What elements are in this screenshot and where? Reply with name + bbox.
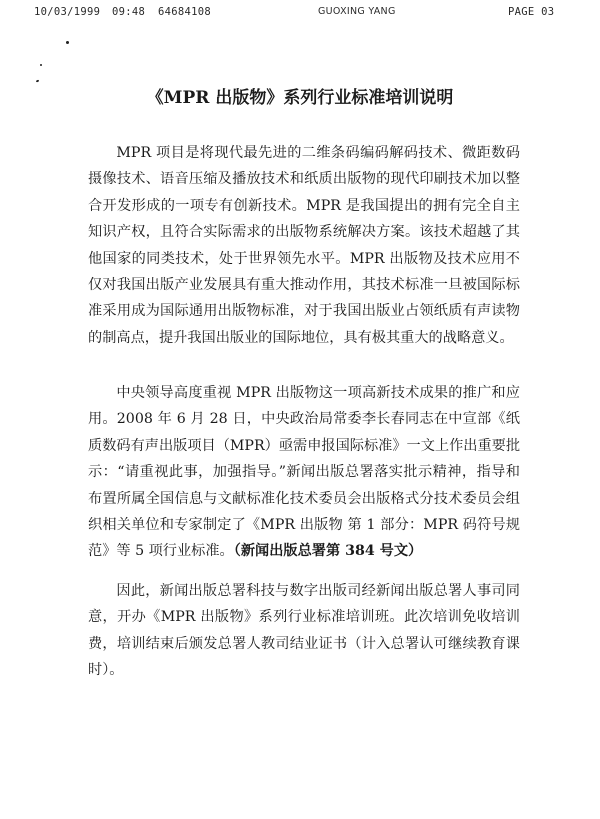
paragraph-leadership-instruction (88, 380, 520, 565)
scan-speck (40, 64, 42, 66)
fax-header (0, 6, 600, 22)
paragraph-training-notice (88, 578, 520, 684)
paragraph-text: 中央领导高度重视 MPR 出版物这一项高新技术成果的推广和应用。2008 年 6 月 28 日，中央政治局常委李长春同志在中宣部《纸质数码有声出版项目（MPR）亟需申报国际标准》一文上作出重要批示：“请重视此事，加强指导。”新闻出版总署落实批示精神，指导和布置所属全国信息与文献标准化技术委员会出版格式分技术委员会组织相关单位和专家制定了《MPR 出版物 第 1 部分：MPR 码符号规范》等 5 项行业标准。 (88, 385, 521, 560)
fax-number: 64684108 (158, 6, 211, 18)
paragraph-text: MPR 项目是将现代最先进的二维条码编码解码技术、微距数码摄像技术、语音压缩及播放技术和纸质出版物的现代印刷技术加以整合开发形成的一项专有创新技术。MPR 是我国提出的拥有完全自主知识产权，且符合实际需求的出版物系统解决方案。该技术超越了其他国家的同类技术，处于世界领先水平。MPR 出版物及技术应用不仅对我国出版产业发展具有重大推动作用，其技术标准一旦被国际标准采用成为国际通用出版物标准，对于我国出版业占领纸质有声读物的制高点，提升我国出版业的国际地位，具有极其重大的战略意义。 (88, 145, 520, 346)
fax-page-number: PAGE 03 (508, 6, 555, 18)
scan-speck (66, 41, 69, 44)
fax-time: 09:48 (112, 6, 146, 18)
document-title: 《MPR 出版物》系列行业标准培训说明 (146, 88, 454, 108)
paragraph-mpr-overview (88, 140, 520, 351)
fax-sender: GUOXING YANG (318, 6, 396, 17)
paragraph-text: 因此，新闻出版总署科技与数字出版司经新闻出版总署人事司同意，开办《MPR 出版物》系列行业标准培训班。此次培训免收培训费，培训结束后颁发总署人教司结业证书（计入总署认可继续教育课时）。 (88, 583, 520, 679)
document-reference-number: （新闻出版总署第 384 号文） (233, 543, 423, 560)
fax-date: 10/03/1999 (34, 6, 101, 18)
